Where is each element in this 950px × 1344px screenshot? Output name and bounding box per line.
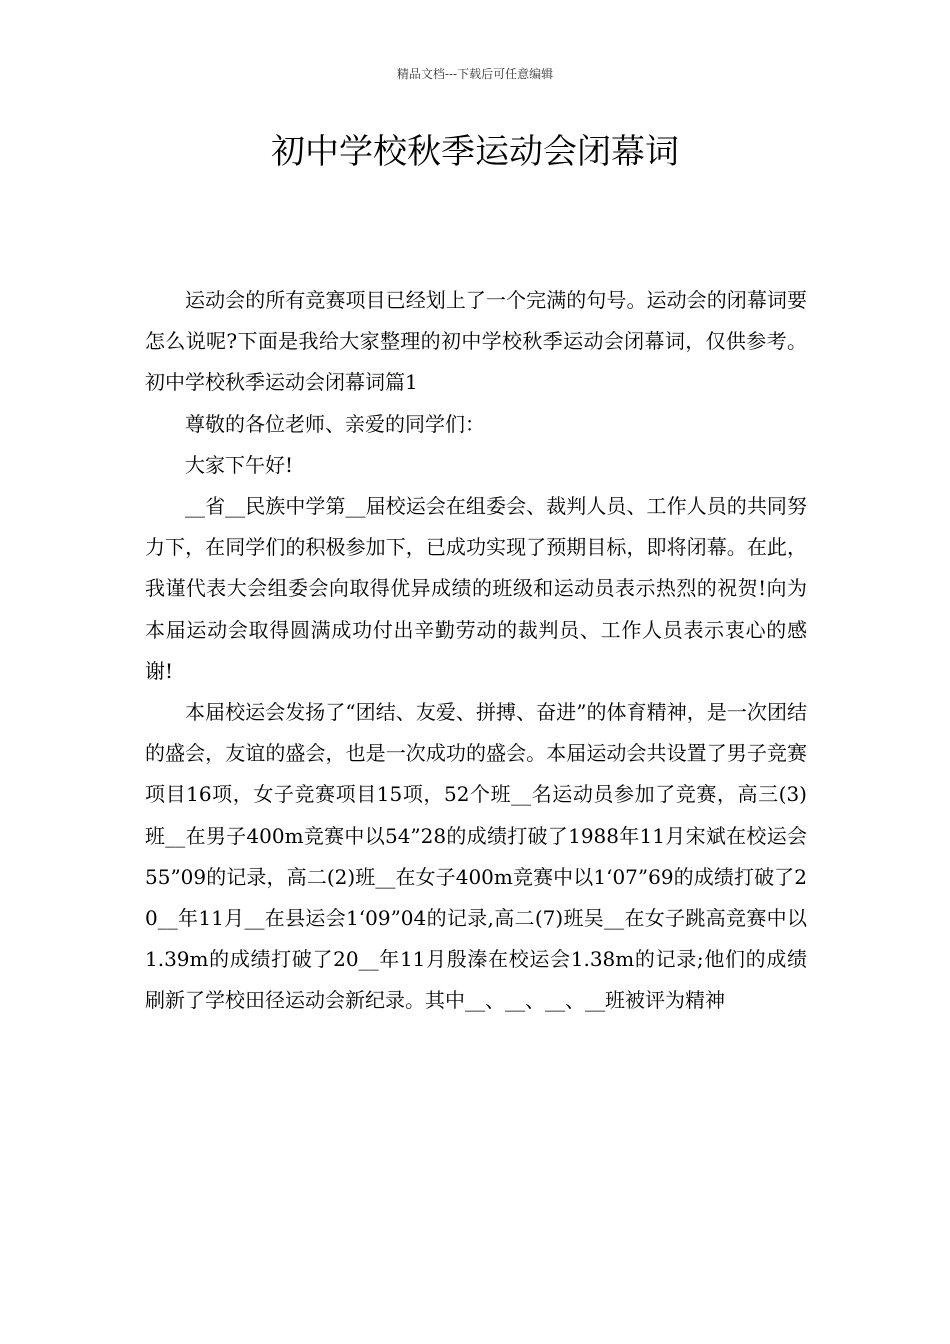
header-note: 精品文档---下载后可任意编辑: [396, 67, 554, 81]
paragraph-records: 本届校运会发扬了“团结、友爱、拼搏、奋进”的体育精神，是一次团结的盛会，友谊的盛会，也是一次成功的盛会。本届运动会共设置了男子竞赛项目16项，女子竞赛项目15项，52个班__名运动员参加了竞赛，高三(3)班__在男子400m竞赛中以54”28的成绩打破了1988年11月宋斌在校运会55”09的记录，高二(2)班__在女子400m竞赛中以1‘07”69的成绩打破了20__年11月__在县运会1‘09”04的记录,高二(7)班吴__在女子跳高竞赛中以1.39m的成绩打破了20__年11月殷溱在校运会1.38m的记录;他们的成绩刷新了学校田径运动会新纪录。其中__、__、__、__班被评为精神: [145, 700, 807, 1013]
paragraph-intro: 运动会的所有竞赛项目已经划上了一个完满的句号。运动会的闭幕词要怎么说呢?下面是我给大家整理的初中学校秋季运动会闭幕词，仅供参考。初中学校秋季运动会闭幕词篇1: [145, 288, 807, 395]
paragraph-greeting: 大家下午好!: [185, 452, 294, 477]
paragraph-thanks: __省__民族中学第__届校运会在组委会、裁判人员、工作人员的共同努力下，在同学们的积极参加下，已成功实现了预期目标，即将闭幕。在此，我谨代表大会组委会向取得优异成绩的班级和运动员表示热烈的祝贺!向为本届运动会取得圆满成功付出辛勤劳动的裁判员、工作人员表示衷心的感谢!: [145, 494, 807, 683]
paragraph-salutation: 尊敬的各位老师、亲爱的同学们：: [185, 411, 485, 436]
document-body: [145, 280, 807, 1022]
document-title: 初中学校秋季运动会闭幕词: [271, 132, 679, 172]
